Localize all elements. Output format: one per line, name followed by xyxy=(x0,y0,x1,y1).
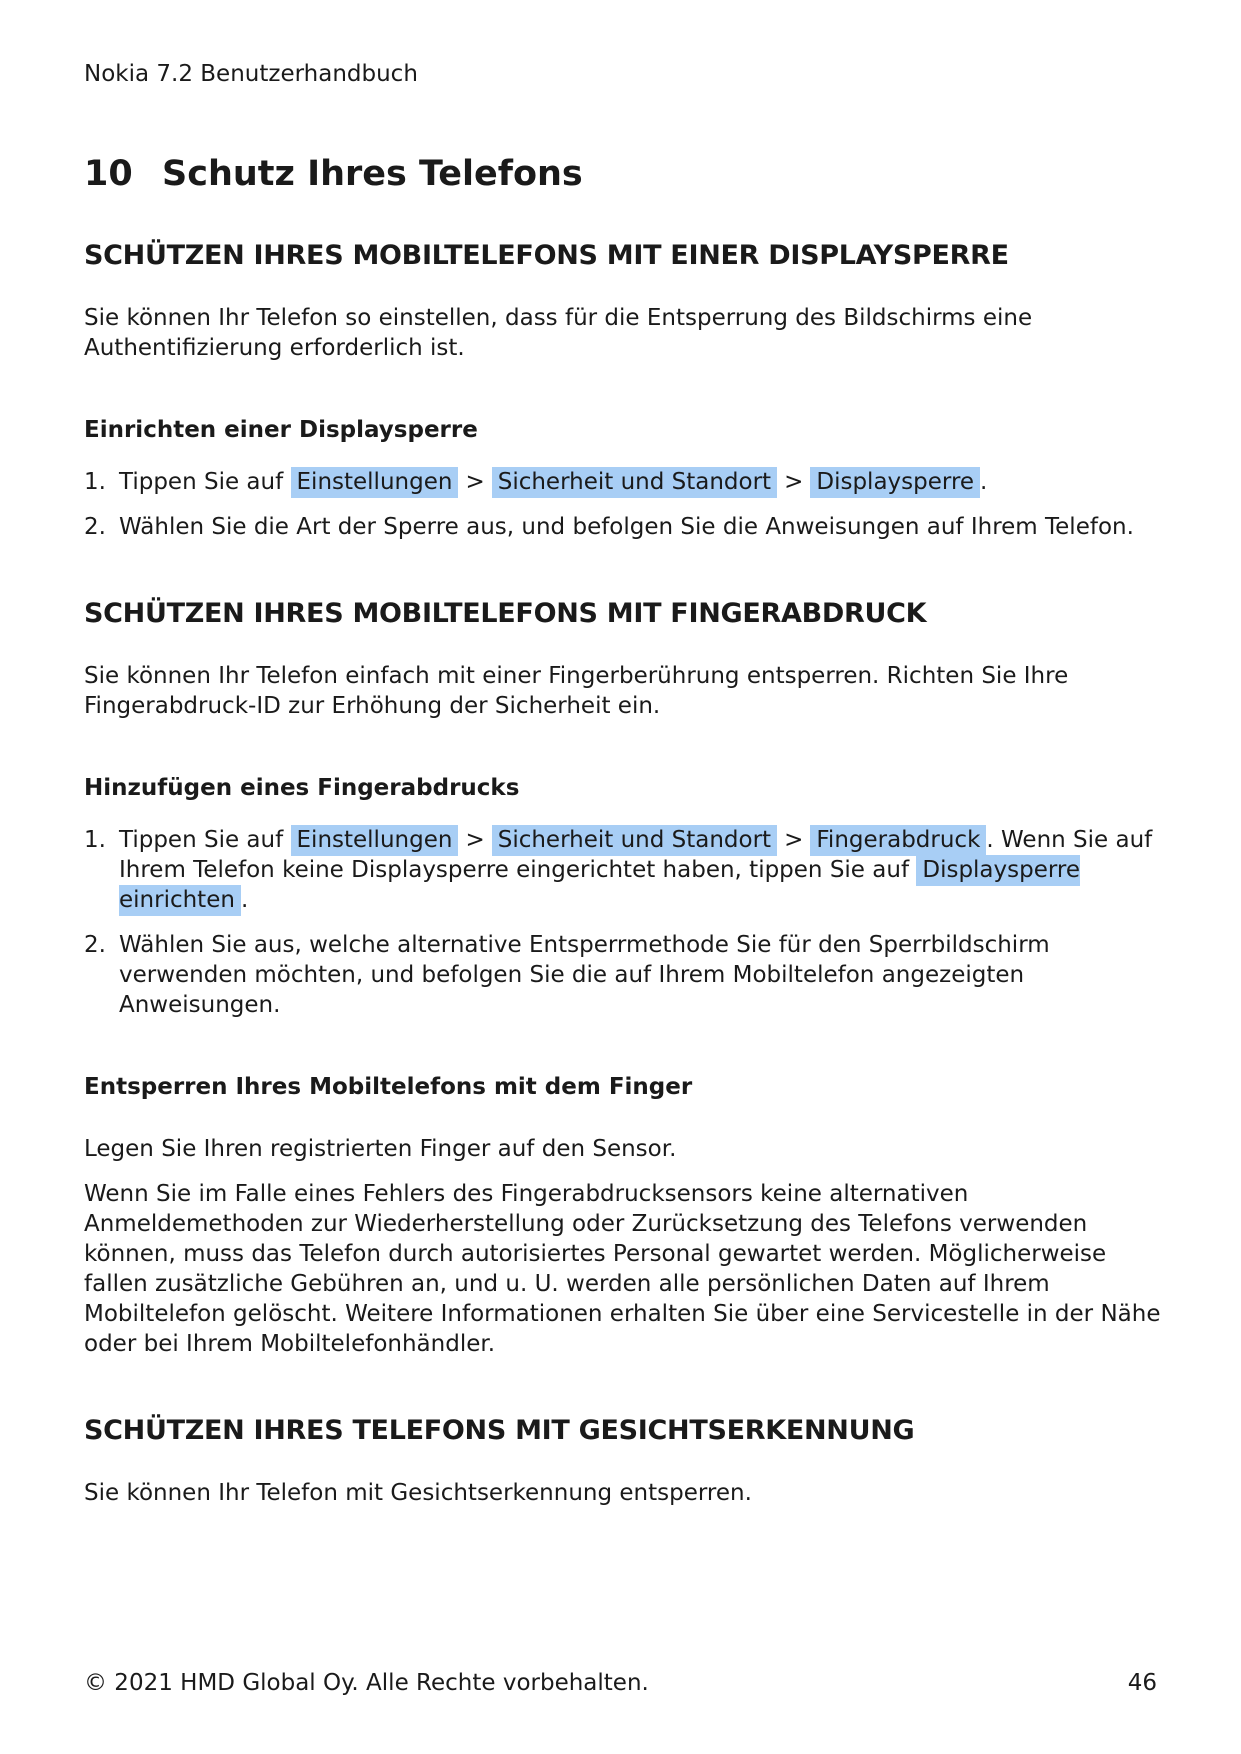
document-page xyxy=(84,56,1164,1508)
subheading-add-fingerprint: Hinzufügen eines Fingerabdrucks xyxy=(84,775,520,801)
chapter-title xyxy=(84,154,1164,194)
list-item xyxy=(84,825,1164,915)
ui-path-setup-display-lock: Displaysperre einrichten xyxy=(119,855,1080,916)
section-heading-display-lock: SCHÜTZEN IHRES MOBILTELEFONS MIT EINER DISPLAYSPERRE xyxy=(84,240,1009,271)
list-item xyxy=(84,930,1164,1020)
path-separator: > xyxy=(465,469,485,495)
page-footer xyxy=(84,1668,1157,1698)
section-heading-fingerprint: SCHÜTZEN IHRES MOBILTELEFONS MIT FINGERABDRUCK xyxy=(84,598,927,629)
section-heading-face: SCHÜTZEN IHRES TELEFONS MIT GESICHTSERKENNUNG xyxy=(84,1415,915,1446)
ui-path-security-location: Sicherheit und Standort xyxy=(492,825,777,856)
step-text-middle: . Wenn Sie auf Ihrem Telefon keine Displaysperre eingerichtet haben, tippen Sie auf xyxy=(119,827,1153,883)
page-number: 46 xyxy=(1127,1670,1157,1696)
ui-path-display-lock: Displaysperre xyxy=(810,467,980,498)
path-separator: > xyxy=(784,469,804,495)
step-text: Tippen Sie auf xyxy=(119,827,284,853)
step-text: Wählen Sie aus, welche alternative Entsperrmethode Sie für den Sperrbildschirm verwenden möchten, und befolgen Sie die auf Ihrem Mobiltelefon angezeigten Anweisungen. xyxy=(119,932,1050,1018)
ui-path-security-location: Sicherheit und Standort xyxy=(492,467,777,498)
list-marker: 2. xyxy=(84,932,106,958)
ui-path-fingerprint: Fingerabdruck xyxy=(810,825,986,856)
path-separator: > xyxy=(784,827,804,853)
list-marker: 1. xyxy=(84,827,106,853)
ui-path-settings: Einstellungen xyxy=(291,467,459,498)
step-text: Wählen Sie die Art der Sperre aus, und befolgen Sie die Anweisungen auf Ihrem Telefon. xyxy=(119,514,1134,540)
steps-fingerprint xyxy=(84,825,1164,1020)
copyright-notice: © 2021 HMD Global Oy. Alle Rechte vorbehalten. xyxy=(84,1670,649,1696)
chapter-title-text: Schutz Ihres Telefons xyxy=(162,154,583,194)
steps-display-lock xyxy=(84,467,1164,542)
list-item xyxy=(84,512,1164,542)
step-text: Tippen Sie auf xyxy=(119,469,284,495)
section-intro-fingerprint: Sie können Ihr Telefon einfach mit einer Fingerberührung entsperren. Richten Sie Ihre Fingerabdruck-ID zur Erhöhung der Sicherheit ein. xyxy=(84,663,1069,719)
fingerprint-warning: Wenn Sie im Falle eines Fehlers des Fingerabdrucksensors keine alternativen Anmeldemethoden zur Wiederherstellung oder Zurücksetzung des Telefons verwenden können, muss das Telefon durch autorisiertes Personal gewartet werden. Möglicherweise fallen zusätzliche Gebühren an, und u. U. werden alle persönlichen Daten auf Ihrem Mobiltelefon gelöscht. Weitere Informationen erhalten Sie über eine Servicestelle in der Nähe oder bei Ihrem Mobiltelefonhändler. xyxy=(84,1181,1161,1357)
path-separator: > xyxy=(465,827,485,853)
list-marker: 1. xyxy=(84,469,106,495)
section-intro-face: Sie können Ihr Telefon mit Gesichtserkennung entsperren. xyxy=(84,1480,752,1506)
section-intro-display-lock: Sie können Ihr Telefon so einstellen, dass für die Entsperrung des Bildschirms eine Authentifizierung erforderlich ist. xyxy=(84,305,1033,361)
unlock-instruction: Legen Sie Ihren registrierten Finger auf den Sensor. xyxy=(84,1136,677,1162)
list-item xyxy=(84,467,1164,497)
ui-path-settings: Einstellungen xyxy=(291,825,459,856)
step-text-end: . xyxy=(240,887,249,913)
chapter-number: 10 xyxy=(84,154,133,194)
subheading-unlock-fingerprint: Entsperren Ihres Mobiltelefons mit dem Finger xyxy=(84,1074,693,1100)
list-marker: 2. xyxy=(84,514,106,540)
running-header: Nokia 7.2 Benutzerhandbuch xyxy=(84,61,418,87)
step-text-end: . xyxy=(980,469,988,495)
subheading-setup-display-lock: Einrichten einer Displaysperre xyxy=(84,417,478,443)
